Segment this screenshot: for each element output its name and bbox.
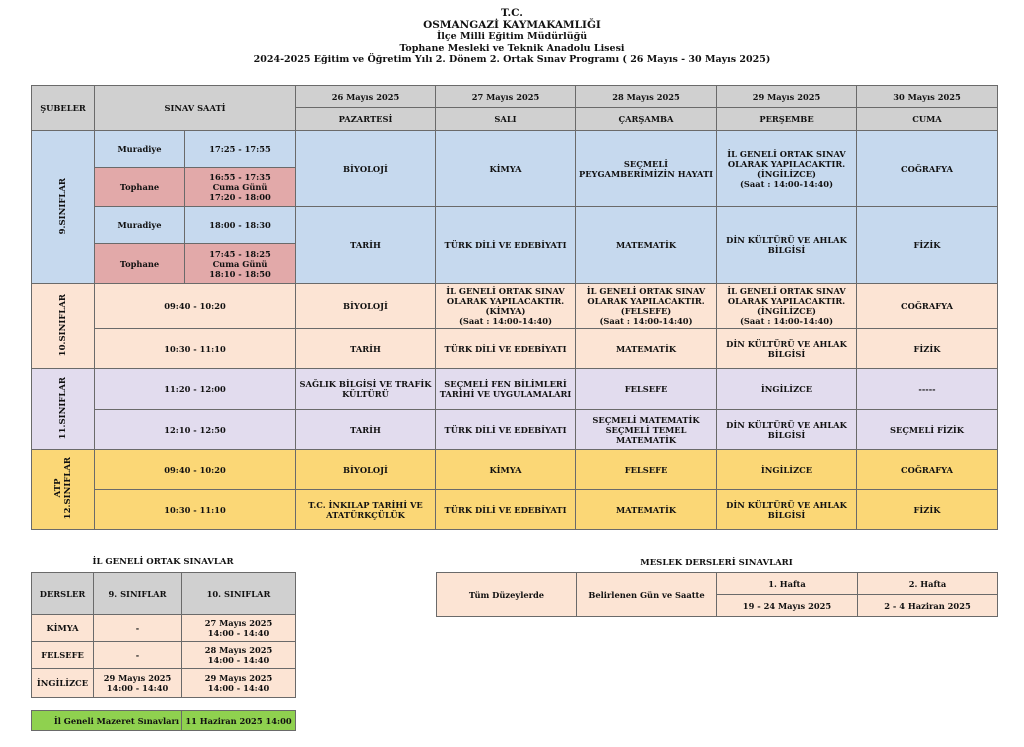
exam-date: 28 Mayıs 2025 14:00 - 14:40 xyxy=(182,642,296,669)
day-name: PERŞEMBE xyxy=(717,108,857,131)
exam-cell: ----- xyxy=(857,369,998,410)
exam-cell: COĞRAFYA xyxy=(857,131,998,207)
exam-time: 12:10 - 12:50 xyxy=(95,410,296,450)
exam-cell: FELSEFE xyxy=(576,369,717,410)
exam-cell: TÜRK DİLİ VE EDEBİYATI xyxy=(436,490,576,530)
meslek-level: Tüm Düzeylerde xyxy=(437,573,577,617)
exam-cell: İNGİLİZCE xyxy=(717,450,857,490)
exam-cell: TÜRK DİLİ VE EDEBİYATI xyxy=(436,410,576,450)
exam-subject: KİMYA xyxy=(32,615,94,642)
day-date: 27 Mayıs 2025 xyxy=(436,86,576,108)
day-date: 30 Mayıs 2025 xyxy=(857,86,998,108)
exam-header: 9. SINIFLAR xyxy=(94,573,182,615)
meslek-week-date: 2 - 4 Haziran 2025 xyxy=(858,595,998,617)
exam-cell: DİN KÜLTÜRÜ VE AHLAK BİLGİSİ xyxy=(717,410,857,450)
exam-time: 10:30 - 11:10 xyxy=(95,329,296,369)
exam-cell: DİN KÜLTÜRÜ VE AHLAK BİLGİSİ xyxy=(717,329,857,369)
group-9-label: 9.SINIFLAR xyxy=(32,131,95,284)
exam-cell: SEÇMELİ MATEMATİK SEÇMELİ TEMEL MATEMATİK xyxy=(576,410,717,450)
exam-cell: TARİH xyxy=(296,410,436,450)
exam-time: 18:00 - 18:30 xyxy=(185,207,296,244)
header-line-3: İlçe Milli Eğitim Müdürlüğü xyxy=(436,31,588,42)
makeup-exam-date: 11 Haziran 2025 14:00 xyxy=(182,711,296,731)
day-name: PAZARTESİ xyxy=(296,108,436,131)
exam-cell: İL GENELİ ORTAK SINAV OLARAK YAPILACAKTIR. (FELSEFE) (Saat : 14:00-14:40) xyxy=(576,284,717,329)
campus-muradiye: Muradiye xyxy=(95,131,185,168)
group-10-label: 10.SINIFLAR xyxy=(32,284,95,369)
exam-header: DERSLER xyxy=(32,573,94,615)
header-line-5: 2024-2025 Eğitim ve Öğretim Yılı 2. Dönem 2. Ortak Sınav Programı ( 26 Mayıs - 30 Mayıs 2025) xyxy=(253,54,771,65)
exam-cell: KİMYA xyxy=(436,131,576,207)
exam-date: - xyxy=(94,642,182,669)
exam-cell: COĞRAFYA xyxy=(857,284,998,329)
exam-cell: SEÇMELİ PEYGAMBERİMİZİN HAYATI xyxy=(576,131,717,207)
exam-cell: İL GENELİ ORTAK SINAV OLARAK YAPILACAKTIR. (İNGİLİZCE) (Saat : 14:00-14:40) xyxy=(717,284,857,329)
exam-date: 29 Mayıs 2025 14:00 - 14:40 xyxy=(94,669,182,698)
meslek-week-date: 19 - 24 Mayıs 2025 xyxy=(717,595,858,617)
exam-cell: FİZİK xyxy=(857,329,998,369)
exam-header: 10. SINIFLAR xyxy=(182,573,296,615)
exam-table-title: İL GENELİ ORTAK SINAVLAR xyxy=(92,557,234,567)
exam-cell: TARİH xyxy=(296,329,436,369)
exam-cell: İNGİLİZCE xyxy=(717,369,857,410)
exam-cell: BİYOLOJİ xyxy=(296,131,436,207)
exam-subject: İNGİLİZCE xyxy=(32,669,94,698)
schedule-table xyxy=(31,85,998,530)
exam-cell: BİYOLOJİ xyxy=(296,284,436,329)
exam-time: 09:40 - 10:20 xyxy=(95,284,296,329)
exam-cell: SEÇMELİ FEN BİLİMLERİ TARİHİ VE UYGULAMALARI xyxy=(436,369,576,410)
day-name: CUMA xyxy=(857,108,998,131)
exam-cell: KİMYA xyxy=(436,450,576,490)
campus-tophane: Tophane xyxy=(95,168,185,207)
exam-cell: FİZİK xyxy=(857,207,998,284)
exam-cell: BİYOLOJİ xyxy=(296,450,436,490)
exam-cell: MATEMATİK xyxy=(576,329,717,369)
exam-cell: DİN KÜLTÜRÜ VE AHLAK BİLGİSİ xyxy=(717,490,857,530)
exam-cell: COĞRAFYA xyxy=(857,450,998,490)
document-header xyxy=(0,8,1024,66)
exam-cell: İL GENELİ ORTAK SINAV OLARAK YAPILACAKTIR. (İNGİLİZCE) (Saat : 14:00-14:40) xyxy=(717,131,857,207)
header-line-4: Tophane Mesleki ve Teknik Anadolu Lisesi xyxy=(399,42,625,54)
header-line-1: T.C. xyxy=(501,7,523,19)
col-header-subeler: ŞUBELER xyxy=(32,86,95,131)
campus-tophane: Tophane xyxy=(95,244,185,284)
exam-cell: TÜRK DİLİ VE EDEBİYATI xyxy=(436,207,576,284)
exam-cell: DİN KÜLTÜRÜ VE AHLAK BİLGİSİ xyxy=(717,207,857,284)
day-date: 29 Mayıs 2025 xyxy=(717,86,857,108)
exam-cell: SAĞLIK BİLGİSİ VE TRAFİK KÜLTÜRÜ xyxy=(296,369,436,410)
meslek-schedule: Belirlenen Gün ve Saatte xyxy=(577,573,717,617)
exam-time: 10:30 - 11:10 xyxy=(95,490,296,530)
meslek-week: 1. Hafta xyxy=(717,573,858,595)
day-date: 28 Mayıs 2025 xyxy=(576,86,717,108)
meslek-week: 2. Hafta xyxy=(858,573,998,595)
exam-subject: FELSEFE xyxy=(32,642,94,669)
col-header-saat: SINAV SAATİ xyxy=(95,86,296,131)
exam-time: 09:40 - 10:20 xyxy=(95,450,296,490)
exam-cell: TARİH xyxy=(296,207,436,284)
exam-time: 17:45 - 18:25 Cuma Günü 18:10 - 18:50 xyxy=(185,244,296,284)
exam-cell: FİZİK xyxy=(857,490,998,530)
vocational-exam-table xyxy=(436,572,998,617)
exam-cell: FELSEFE xyxy=(576,450,717,490)
group-12-label: ATP 12.SINIFLAR xyxy=(32,450,95,530)
exam-time: 16:55 - 17:35 Cuma Günü 17:20 - 18:00 xyxy=(185,168,296,207)
header-line-2: OSMANGAZİ KAYMAKAMLIĞI xyxy=(423,18,601,31)
exam-cell: MATEMATİK xyxy=(576,490,717,530)
exam-time: 11:20 - 12:00 xyxy=(95,369,296,410)
exam-cell: İL GENELİ ORTAK SINAV OLARAK YAPILACAKTIR. (KİMYA) (Saat : 14:00-14:40) xyxy=(436,284,576,329)
province-exam-table xyxy=(31,572,296,698)
exam-cell: T.C. İNKILAP TARİHİ VE ATATÜRKÇÜLÜK xyxy=(296,490,436,530)
exam-cell: MATEMATİK xyxy=(576,207,717,284)
campus-muradiye: Muradiye xyxy=(95,207,185,244)
exam-date: - xyxy=(94,615,182,642)
exam-cell: SEÇMELİ FİZİK xyxy=(857,410,998,450)
exam-date: 27 Mayıs 2025 14:00 - 14:40 xyxy=(182,615,296,642)
exam-cell: TÜRK DİLİ VE EDEBİYATI xyxy=(436,329,576,369)
exam-time: 17:25 - 17:55 xyxy=(185,131,296,168)
group-11-label: 11.SINIFLAR xyxy=(32,369,95,450)
day-name: SALI xyxy=(436,108,576,131)
day-name: ÇARŞAMBA xyxy=(576,108,717,131)
makeup-exam-label: İl Geneli Mazeret Sınavları xyxy=(32,711,182,731)
day-date: 26 Mayıs 2025 xyxy=(296,86,436,108)
exam-date: 29 Mayıs 2025 14:00 - 14:40 xyxy=(182,669,296,698)
makeup-exam-table xyxy=(31,710,296,731)
meslek-table-title: MESLEK DERSLERİ SINAVLARI xyxy=(640,558,793,568)
